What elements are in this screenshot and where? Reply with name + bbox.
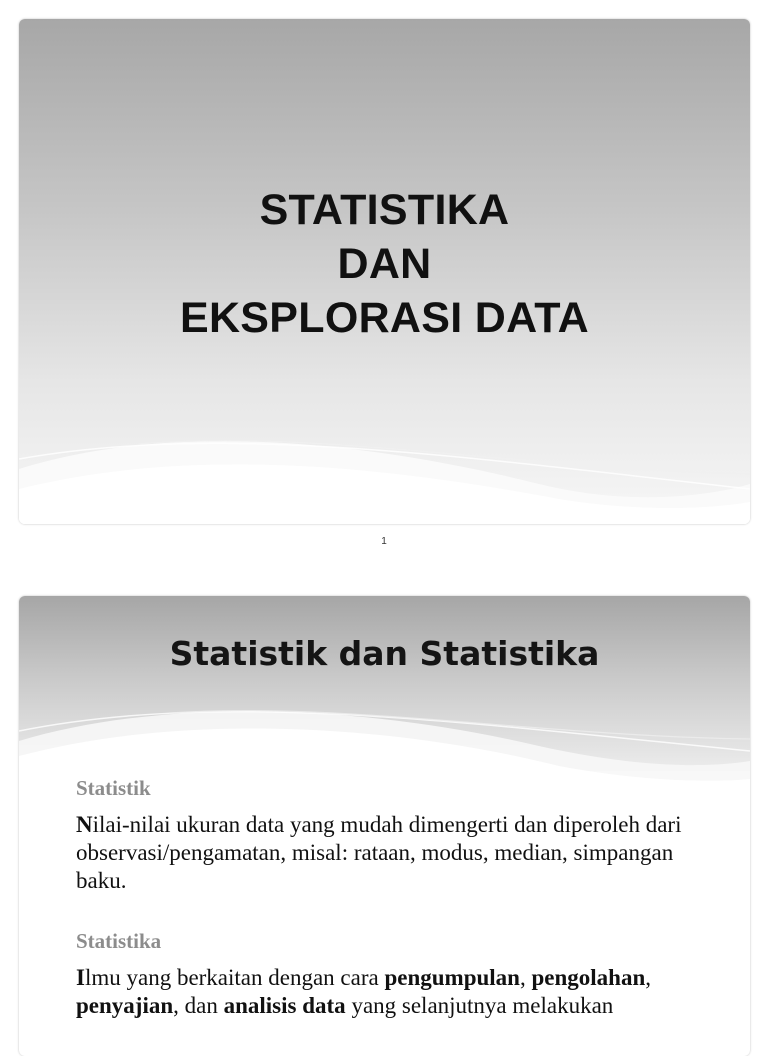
term-statistik: Statistik [76,776,151,800]
drop-letter: N [76,812,93,837]
definition-text: ilai-nilai ukuran data yang mudah dimengerti dan diperoleh dari observasi/pengamatan, misal: rataan, modus, median, simpangan baku. [76,812,682,893]
drop-letter: I [76,965,85,990]
definition-text: yang selanjutnya melakukan [345,993,614,1018]
definition-statistik [76,811,726,895]
term-statistika: Statistika [76,929,162,953]
slide-title: Statistik dan Statistika [169,634,600,673]
definition-text: lmu yang berkaitan dengan cara [84,965,385,990]
page-number: 1 [381,536,387,547]
keyword-pengolahan: pengolahan [531,965,646,990]
definition-statistika [76,964,726,1020]
separator: , [645,965,651,990]
keyword-pengumpulan: pengumpulan [384,965,520,990]
separator: , dan [173,993,224,1018]
decorative-wave [19,414,750,524]
keyword-penyajian: penyajian [76,993,174,1018]
slide-content [76,776,726,1054]
keyword-analisis-data: analisis data [223,993,346,1018]
title-line-3: EKSPLORASI DATA [179,294,590,342]
presentation-title [19,183,750,345]
title-line-2: DAN [337,240,432,288]
title-line-1: STATISTIKA [259,186,510,234]
title-slide [19,19,750,524]
content-slide [19,596,750,1056]
separator: , [519,965,532,990]
